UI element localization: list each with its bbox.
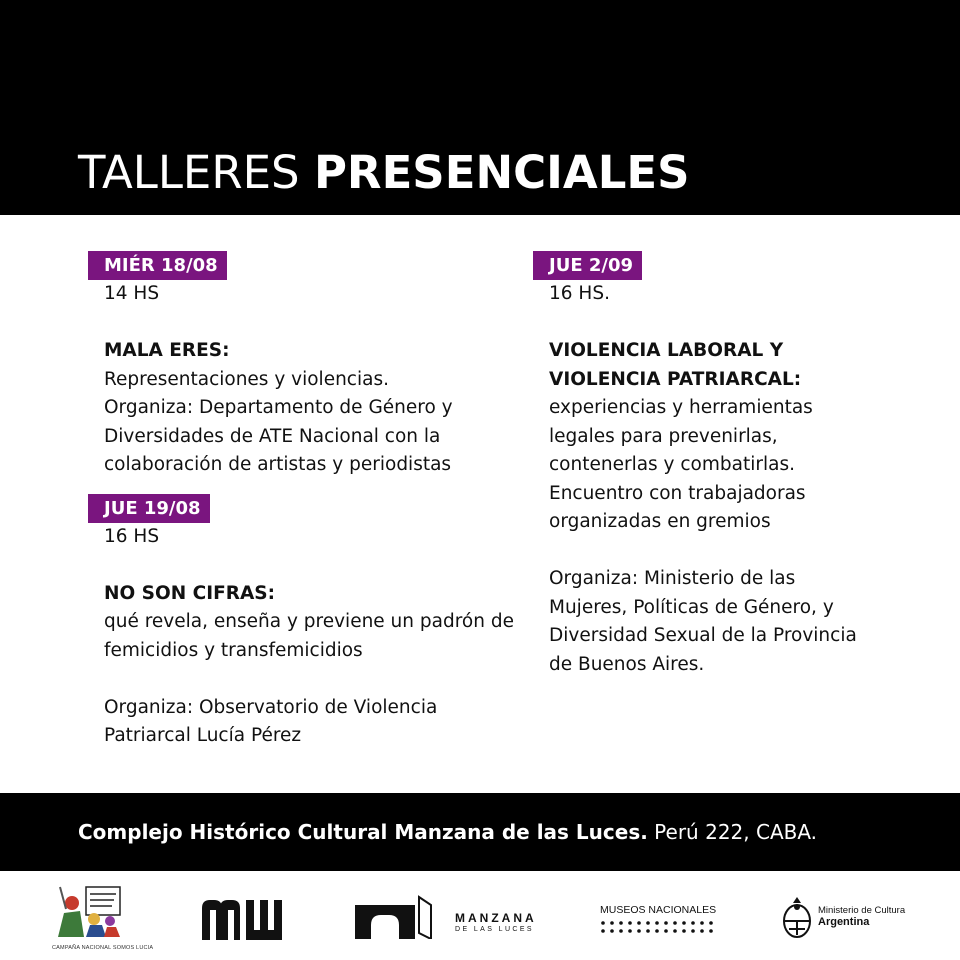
event-card [533,251,953,679]
event-line: organizadas en gremios [549,511,771,532]
mu-logo-icon [202,900,284,940]
museos-dots-icon [600,920,718,934]
museos-logo [600,904,720,938]
event-title: VIOLENCIA LABORAL Y [549,340,784,361]
campaign-logo [52,881,154,951]
event-organizer: Patriarcal Lucía Pérez [104,725,302,746]
event-line: legales para prevenirlas, [549,425,778,447]
manzana-name: MANZANA [455,911,537,925]
event-line: Representaciones y violencias. [104,368,389,390]
title-bold: PRESENCIALES [313,146,690,199]
event-line: femicidios y transfemicidios [104,639,363,661]
event-organizer: Organiza: Ministerio de las [549,568,796,589]
event-organizer: Diversidad Sexual de la Provincia [549,625,857,646]
campaign-caption: CAMPAÑA NACIONAL SOMOS LUCIA [52,945,154,951]
manzana-logo [355,893,537,943]
event-title: NO SON CIFRAS: [104,582,276,604]
venue-street: Perú 222, CABA. [647,820,818,844]
mu-logo [202,900,284,944]
event-time: 16 HS [104,525,160,547]
event-organizer: de Buenos Aires. [549,653,705,675]
event-card [88,494,528,751]
event-line: Organiza: Departamento de Género y [104,397,453,418]
ministerio-logo [781,895,906,945]
event-title: MALA ERES: [104,340,230,361]
event-line: colaboración de artistas y periodistas [104,454,452,475]
event-organizer: Mujeres, Políticas de Género, y [549,596,834,618]
national-shield-icon [781,895,813,941]
event-line: contenerlas y combatirlas. [549,454,795,475]
date-badge: MIÉR 18/08 [88,251,227,280]
event-line: Encuentro con trabajadoras [549,482,806,504]
event-time: 14 HS [104,283,160,304]
venue-name: Complejo Histórico Cultural Manzana de las Luces. [78,820,648,844]
date-badge: JUE 2/09 [533,251,642,280]
manzana-building-icon [355,893,445,939]
left-column [88,251,528,751]
venue-address [78,820,817,844]
manzana-sub: DE LAS LUCES [455,926,534,933]
ministerio-line2: Argentina [818,916,870,928]
date-badge: JUE 19/08 [88,494,210,523]
ministerio-line1: Ministerio de Cultura [818,905,906,916]
event-line: Diversidades de ATE Nacional con la [104,425,441,447]
event-line: qué revela, enseña y previene un padrón de [104,611,514,632]
page-title [78,146,690,199]
sponsor-logos [0,871,960,960]
header-bar [0,0,960,215]
event-organizer: Organiza: Observatorio de Violencia [104,696,438,718]
museos-label: MUSEOS NACIONALES [600,904,717,916]
event-card [88,251,528,480]
title-light: TALLERES [78,146,300,199]
event-title: VIOLENCIA PATRIARCAL: [549,368,802,390]
right-column [533,251,953,679]
event-line: experiencias y herramientas [549,397,813,418]
event-time: 16 HS. [549,283,610,304]
campaign-illustration-icon [52,881,124,939]
